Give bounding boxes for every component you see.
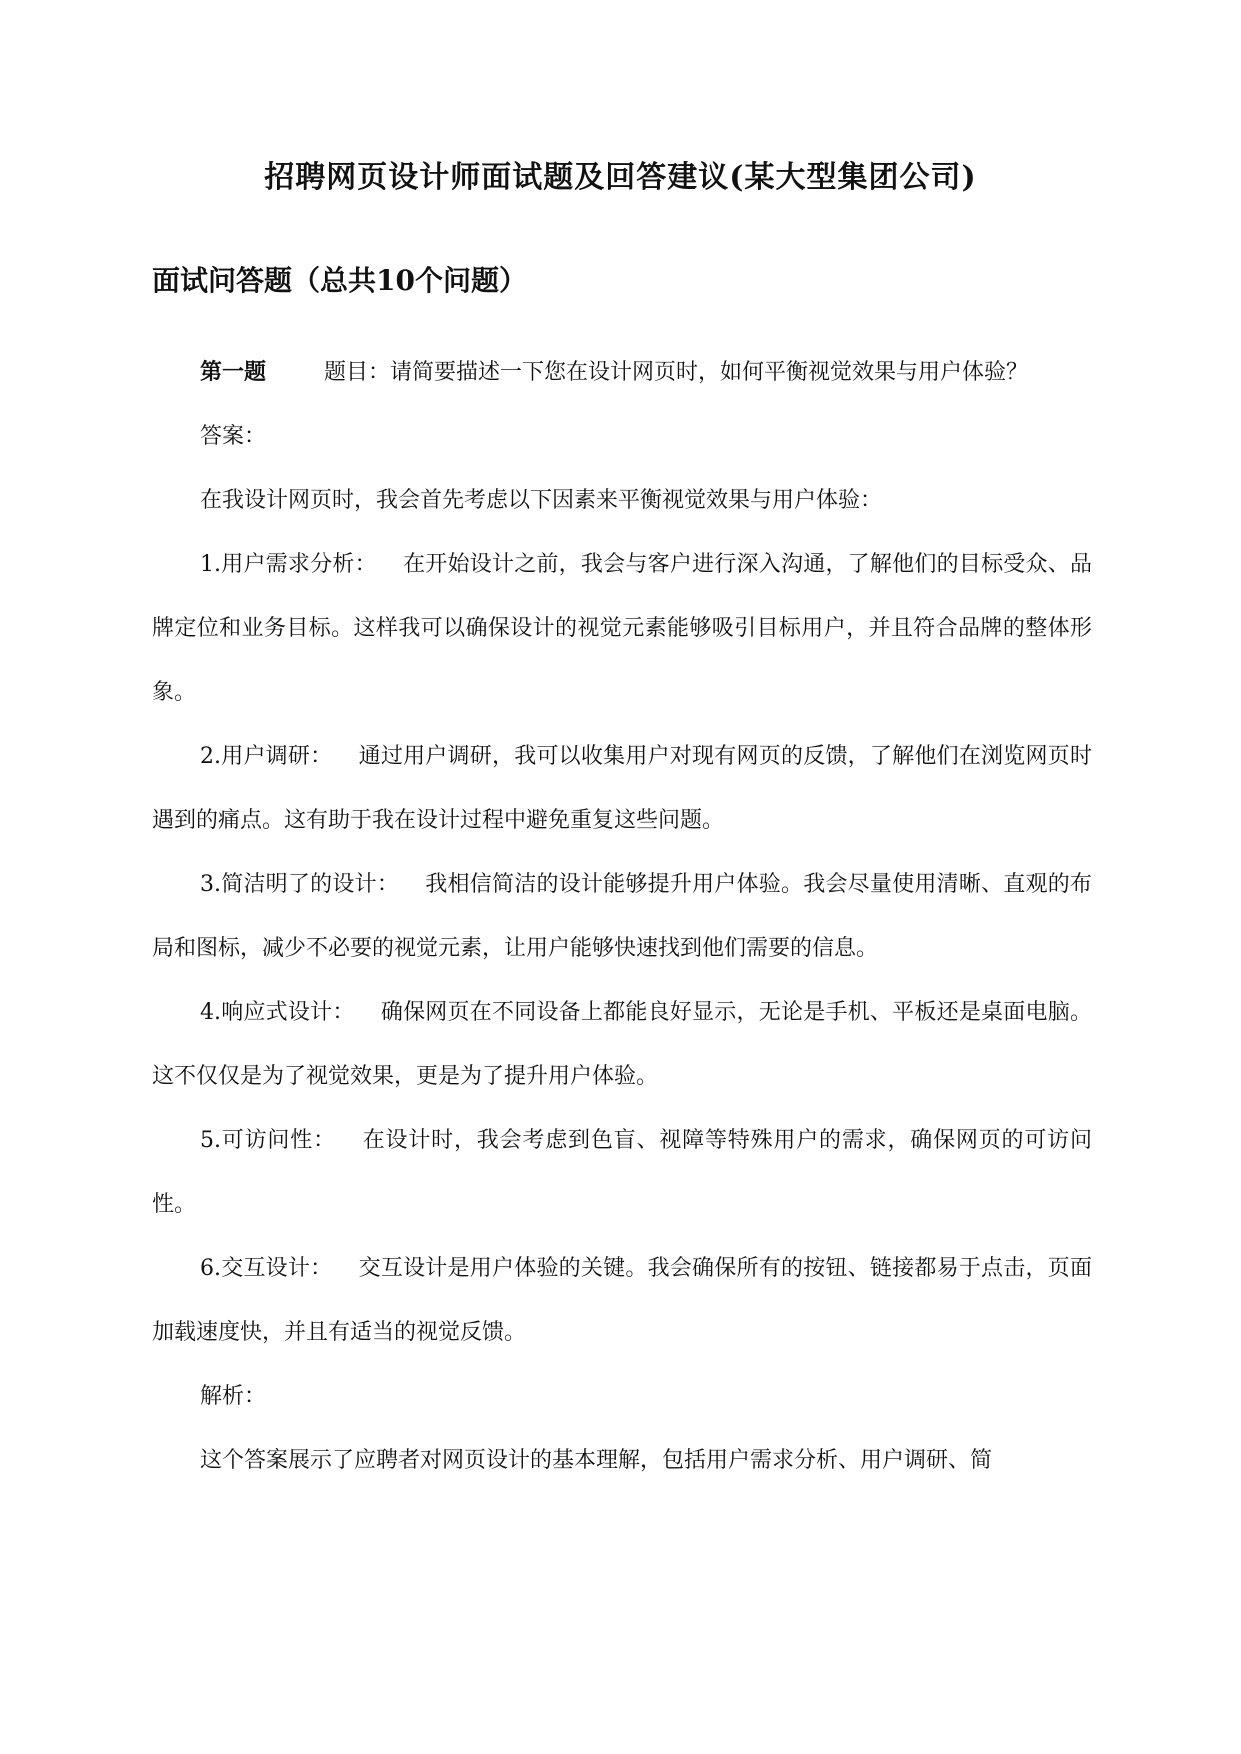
question-text: 题目：请简要描述一下您在设计网页时，如何平衡视觉效果与用户体验？ [324,360,1029,385]
point-title: 6.交互设计： [200,1256,333,1281]
point-title: 1.用户需求分析： [200,552,377,577]
point-title: 5.可访问性： [200,1128,336,1153]
analysis-label: 解析： [200,1384,267,1409]
point-text: 我相信简洁的设计能够提升用户体验。我会尽量使用清晰、直观的布局和图标，减少不必要的视觉元素，让用户能够快速找到他们需要的信息。 [152,872,1092,961]
document-body [152,340,1092,1493]
answer-point-1 [152,533,1092,725]
point-title: 3.简洁明了的设计： [200,872,400,897]
point-text: 确保网页在不同设备上都能良好显示，无论是手机、平板还是桌面电脑。这不仅仅是为了视觉效果，更是为了提升用户体验。 [152,1000,1092,1089]
question-label: 第一题 [200,359,267,385]
point-text: 在开始设计之前，我会与客户进行深入沟通，了解他们的目标受众、品牌定位和业务目标。这样我可以确保设计的视觉元素能够吸引目标用户，并且符合品牌的整体形象。 [152,552,1092,705]
question-paragraph [152,340,1092,405]
section-heading: 面试问答题（总共10个问题） [152,264,527,297]
answer-point-3 [152,853,1092,981]
answer-point-5 [152,1109,1092,1237]
point-title: 2.用户调研： [200,744,333,769]
answer-label: 答案： [200,424,267,449]
point-text: 在设计时，我会考虑到色盲、视障等特殊用户的需求，确保网页的可访问性。 [152,1128,1092,1217]
answer-point-4 [152,981,1092,1109]
answer-point-2 [152,725,1092,853]
answer-intro: 在我设计网页时，我会首先考虑以下因素来平衡视觉效果与用户体验： [200,488,883,513]
analysis-text: 这个答案展示了应聘者对网页设计的基本理解，包括用户需求分析、用户调研、简 [200,1448,993,1473]
point-title: 4.响应式设计： [200,1000,355,1025]
point-text: 交互设计是用户体验的关键。我会确保所有的按钮、链接都易于点击，页面加载速度快，并且有适当的视觉反馈。 [152,1256,1092,1345]
document-title: 招聘网页设计师面试题及回答建议(某大型集团公司) [264,160,977,195]
point-text: 通过用户调研，我可以收集用户对现有网页的反馈，了解他们在浏览网页时遇到的痛点。这有助于我在设计过程中避免重复这些问题。 [152,744,1092,833]
answer-point-6 [152,1237,1092,1365]
